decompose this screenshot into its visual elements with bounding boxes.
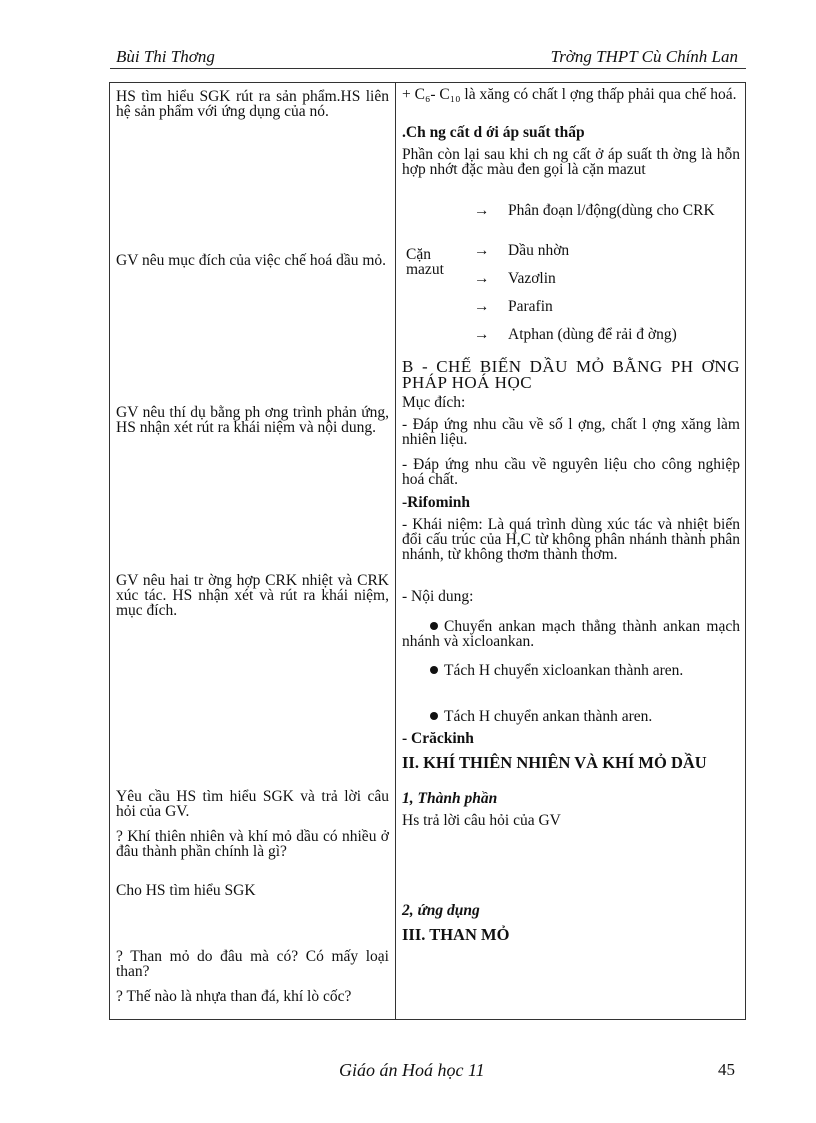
application-heading: 2, ứng dụng [402, 902, 480, 919]
left-paragraph-7: Cho HS tìm hiểu SGK [116, 882, 256, 899]
arrow-icon: → [474, 326, 490, 343]
left-paragraph-6: ? Khí thiên nhiên và khí mỏ dầu có nhiều ở đâu thành phần chính là gì? [116, 828, 389, 860]
product-label: Dầu nhờn [508, 242, 570, 259]
header-rule [110, 68, 746, 69]
mazut-product-2 [402, 243, 740, 263]
purpose-label: Mục đích: [402, 394, 466, 411]
footer-title: Giáo án Hoá học 11 [339, 1060, 485, 1080]
arrow-icon: → [474, 298, 490, 315]
page-number: 45 [718, 1060, 735, 1079]
composition-heading: 1, Thành phần [402, 790, 498, 807]
purpose-2: - Đáp ứng nhu cầu về nguyên liệu cho công nghiệp hoá chất. [402, 456, 740, 488]
mazut-product-5 [402, 327, 740, 347]
crackinh-heading: - Crăckinh [402, 730, 474, 747]
lesson-table [109, 82, 746, 1020]
bullet-text: Tách H chuyển xicloankan thành aren. [444, 662, 684, 679]
bullet-icon [430, 622, 438, 630]
left-paragraph-2: GV nêu mục đích của việc chế hoá dầu mỏ. [116, 252, 387, 269]
content-label: - Nội dung: [402, 588, 474, 605]
section-iii-title: III. THAN MỎ [402, 925, 510, 944]
section-ii-title: II. KHÍ THIÊN NHIÊN VÀ KHÍ MỎ DẦU [402, 753, 707, 772]
bullet-2 [402, 663, 740, 678]
left-paragraph-1: HS tìm hiểu SGK rút ra sản phẩm.HS liên hệ sản phẩm với ứng dụng của nó. [116, 88, 389, 120]
composition-answer: Hs trả lời câu hỏi của GV [402, 812, 561, 829]
arrow-icon: → [474, 242, 490, 259]
right-vacuum-heading: .Ch ng cất d ới áp suất thấp [402, 124, 585, 141]
bullet-3 [402, 709, 740, 724]
left-paragraph-9: ? Thế nào là nhựa than đá, khí lò cốc? [116, 988, 352, 1005]
product-label: Phân đoạn l/động(dùng cho CRK [508, 202, 715, 219]
bullet-1 [402, 619, 740, 649]
right-xang-note: + C₆- C₁₀ là xăng có chất l ợng thấp phải qua chế hoá. [402, 86, 737, 103]
bullet-text: Chuyển ankan mạch thẳng thành ankan mạch nhánh và xicloankan. [402, 618, 740, 650]
mazut-product-4 [402, 299, 740, 319]
left-paragraph-4: GV nêu hai tr ờng hợp CRK nhiệt và CRK xúc tác. HS nhận xét và rút ra khái niệm, mục đích. [116, 572, 389, 619]
bullet-icon [430, 712, 438, 720]
mazut-product-3 [402, 271, 740, 291]
bullet-icon [430, 666, 438, 674]
left-paragraph-3: GV nêu thí dụ bằng ph ơng trình phản ứng, HS nhận xét rút ra khái niệm và nội dung. [116, 404, 389, 436]
header-school: Trờng THPT Cù Chính Lan [550, 47, 738, 66]
arrow-icon: → [474, 270, 490, 287]
purpose-1: - Đáp ứng nhu cầu về số l ợng, chất l ợng xăng làm nhiên liệu. [402, 416, 740, 448]
product-label: Parafin [508, 298, 553, 315]
can-label-1: Cặn [406, 246, 431, 263]
product-label: Vazơlin [508, 270, 556, 287]
mazut-product-1 [402, 203, 740, 223]
rifominh-heading: -Rifominh [402, 494, 471, 511]
section-b-title: B - CHẾ BIẾN DẦU MỎ BẰNG PH ƠNG PHÁP HOÁ HỌC [402, 357, 740, 392]
bullet-text: Tách H chuyển ankan thành aren. [444, 708, 653, 725]
arrow-icon: → [474, 202, 490, 219]
left-paragraph-8: ? Than mỏ do đâu mà có? Có mấy loại than? [116, 948, 389, 980]
column-divider [395, 83, 396, 1019]
header-author: Bùi Thi Thơng [116, 47, 215, 66]
rifominh-definition: - Khái niệm: Là quá trình dùng xúc tác và nhiệt biến đổi cấu trúc của H,C từ không phân nhánh thành phân nhánh, từ không thơm thành thơm. [402, 516, 740, 563]
product-label: Atphan (dùng để rải đ ờng) [508, 326, 677, 343]
right-mazut-text: Phần còn lại sau khi ch ng cất ở áp suất th ờng là hỗn hợp nhớt đặc màu đen gọi là cặn mazut [402, 146, 740, 178]
can-label-2: mazut [406, 261, 444, 278]
left-paragraph-5: Yêu cầu HS tìm hiểu SGK và trả lời câu hỏi của GV. [116, 788, 389, 820]
